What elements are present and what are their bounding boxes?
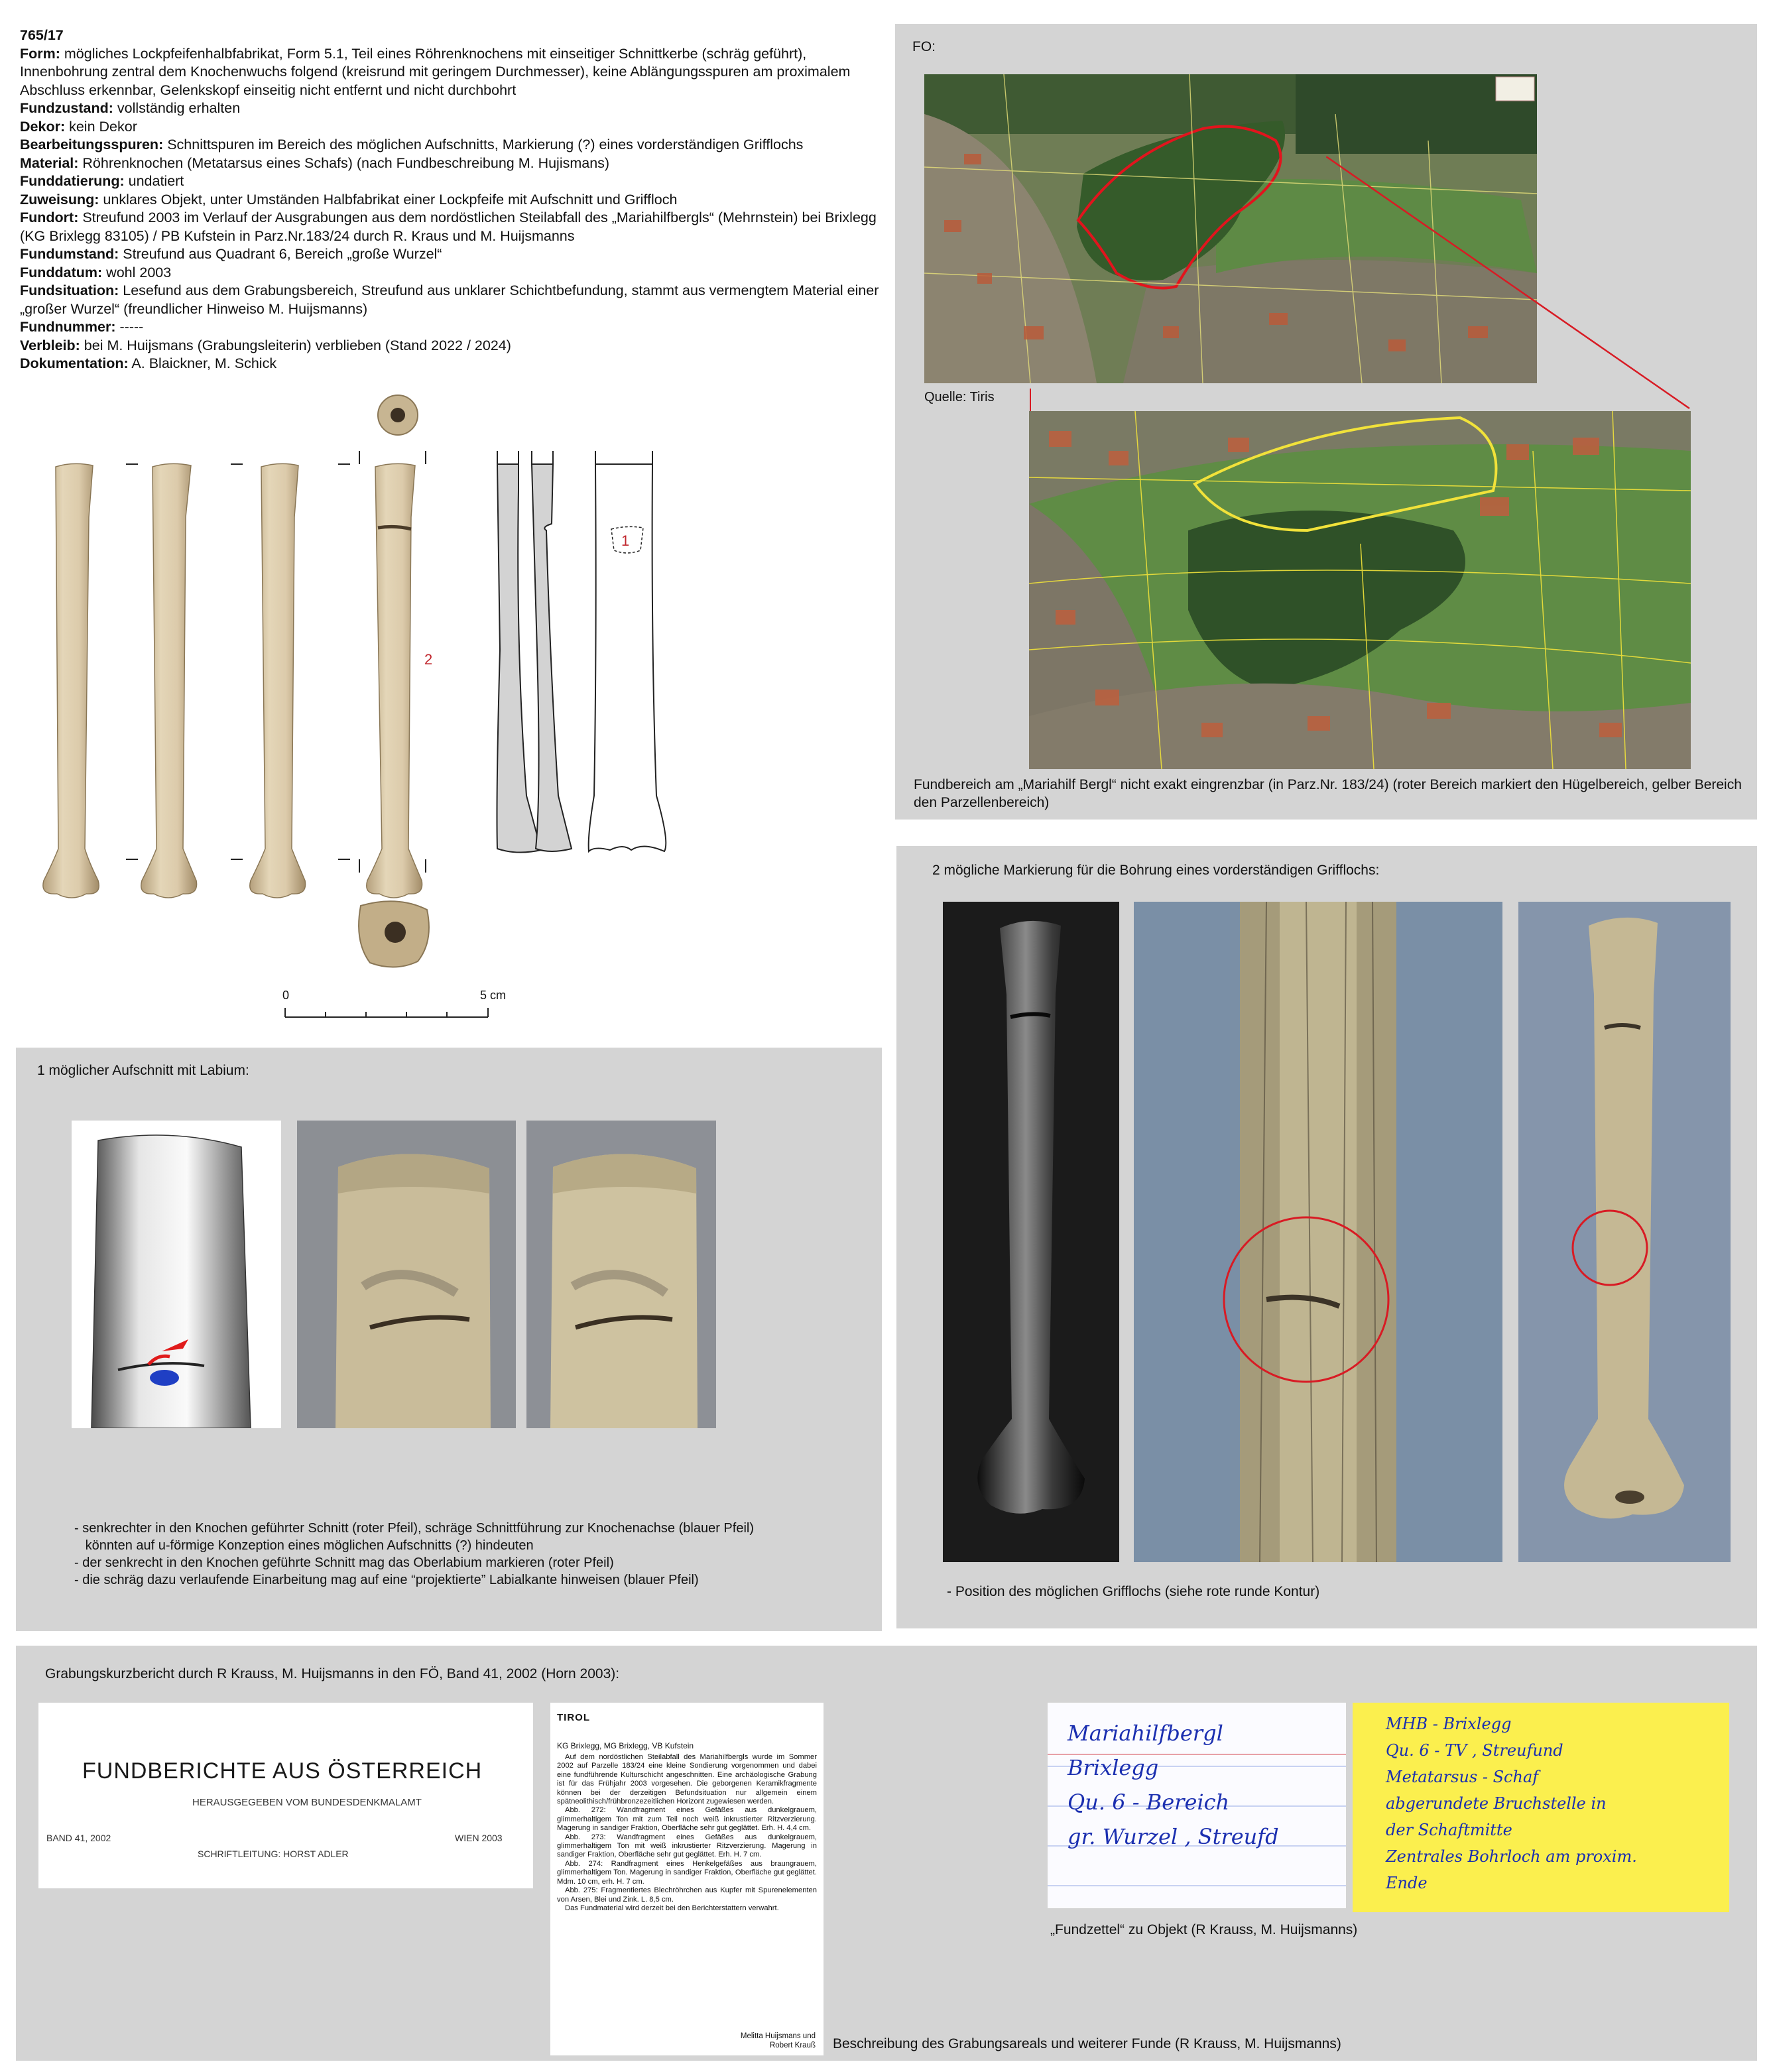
catalog-value: Röhrenknochen (Metatarsus eines Schafs) (nach Fundbeschreibung M. Hujismans): [78, 154, 610, 171]
catalog-value: Schnittspuren im Bereich des möglichen Aufschnitts, Markierung (?) eines vorderständigen Grifflochs: [163, 137, 804, 152]
catalog-value: Lesefund aus dem Grabungsbereich, Streufund aus unklarer Schichtbefundung, stammt aus vermengtem Material einer „großer Wurzel“ (freundlicher Hinweiso M. Huijsmanns): [20, 282, 879, 317]
bone-bottom-end-view: [359, 901, 429, 967]
marker-1: 1: [621, 532, 630, 549]
article-author-line: Robert Krauß: [769, 2042, 816, 2049]
zoom-connector-diagonal: [1326, 156, 1697, 412]
map-heading: FO:: [912, 39, 936, 54]
catalog-value: Streufund 2003 im Verlauf der Ausgrabungen aus dem nordöstlichen Steilabfall des „Mariahilfbergls“ (Mehrnstein) bei Brixlegg (KG Brixlegg 83105) / PB Kufstein in Parz.Nr.183/24 durch R. Kraus und M. Huijsmanns: [20, 210, 877, 244]
catalog-row: [20, 355, 882, 373]
map-caption: Fundbereich am „Mariahilf Bergl“ nicht exakt eingrenzbar (in Parz.Nr. 183/24) (roter Bereich markiert den Hügelbereich, gelber Bereich den Parzellenbereich): [914, 777, 1742, 810]
bullet-line: - der senkrecht in den Knochen geführte Schnitt mag das Oberlabium markieren (roter Pfeil): [74, 1555, 614, 1570]
catalog-value: bei M. Huijsmans (Grabungsleiterin) verblieben (Stand 2022 / 2024): [80, 337, 511, 353]
catalog-label: Fundnummer:: [20, 319, 116, 335]
catalog-label: Bearbeitungsspuren:: [20, 137, 164, 152]
cover-title: FUNDBERICHTE AUS ÖSTERREICH: [82, 1758, 483, 1784]
catalog-value: kein Dekor: [65, 118, 137, 135]
photo-labium-annotated: [72, 1121, 281, 1428]
marker-2: 2: [424, 651, 433, 668]
note-line: gr. Wurzel , Streufd: [1068, 1824, 1279, 1849]
report-heading: Grabungskurzbericht durch R Krauss, M. Huijsmanns in den FÖ, Band 41, 2002 (Horn 2003):: [45, 1666, 620, 1681]
catalog-label: Zuweisung:: [20, 191, 99, 208]
bullet-line: - senkrechter in den Knochen geführter Schnitt (roter Pfeil), schräge Schnittführung zur Knochenachse (blauer Pfeil): [74, 1521, 754, 1536]
note-white-text: [1068, 1716, 1279, 1854]
catalog-row: [20, 282, 882, 318]
article-paragraph: Auf dem nordöstlichen Steilabfall des Mariahilfbergls wurde im Sommer 2002 auf Parzelle 183/24 eine kleine Sondierung vorgenommen und dabei eine fundführende Kulturschicht angeschnitten. Eine archäologische Grabung ist für das Frühjahr 2003 vorgesehen. Die geborgenen Keramikfragmente können bei der derzeitigen Befundsituation nur allgemein einem spätneolithisch/frühbronzezeitlichen Horizont zugewiesen werden.: [557, 1753, 817, 1806]
catalog-label: Verbleib:: [20, 337, 80, 353]
griffloch-heading: 2 mögliche Markierung für die Bohrung eines vorderständigen Grifflochs:: [932, 863, 1380, 878]
aufschnitt-heading: 1 möglicher Aufschnitt mit Labium:: [37, 1063, 249, 1078]
catalog-value: undatiert: [124, 173, 184, 189]
cover-subtitle: HERAUSGEGEBEN VOM BUNDESDENKMALAMT: [192, 1797, 422, 1808]
article-paragraph: Das Fundmaterial wird derzeit bei den Berichterstattern verwahrt.: [565, 1904, 779, 1912]
photo-griffloch-dark: [943, 902, 1119, 1562]
note-line: Brixlegg: [1068, 1755, 1159, 1780]
note-line: Zentrales Bohrloch am proxim.: [1386, 1847, 1637, 1866]
article-page: [550, 1703, 823, 2055]
article-paragraph: Abb. 275: Fragmentiertes Blechröhrchen aus Kupfer mit Spurenelementen von Arsen, Blei und Zink. L. 8,5 cm.: [557, 1886, 817, 1904]
catalog-label: Fundumstand:: [20, 246, 119, 262]
photo-griffloch-overview: [1518, 902, 1731, 1562]
article-kg: KG Brixlegg, MG Brixlegg, VB Kufstein: [557, 1741, 694, 1750]
photo-labium-detail-2: [526, 1121, 716, 1428]
map-source: Quelle: Tiris: [924, 390, 995, 404]
catalog-row: [20, 118, 882, 137]
note-line: Mariahilfbergl: [1068, 1721, 1223, 1746]
catalog-label: Funddatum:: [20, 264, 103, 280]
catalog-value: -----: [115, 319, 144, 335]
note-line: Metatarsus - Schaf: [1386, 1768, 1539, 1786]
bone-photo-3: [250, 463, 306, 898]
article-paragraph: Abb. 274: Randfragment eines Henkelgefäßes aus braungrauem, glimmerhaltigem Ton. Magerung in sandiger Fraktion, Oberfläche gut geglättet. Mdm. 10 cm, erh. H. 7 cm.: [557, 1859, 817, 1886]
cover-place: WIEN 2003: [455, 1833, 503, 1843]
catalog-value: Streufund aus Quadrant 6, Bereich „große Wurzel“: [119, 246, 442, 262]
photo-griffloch-closeup: [1134, 902, 1502, 1562]
cover-band: BAND 41, 2002: [46, 1833, 111, 1843]
catalog-row: [20, 99, 882, 118]
catalog-entry: [20, 27, 882, 373]
article-region: TIROL: [557, 1712, 590, 1723]
catalog-value: unklares Objekt, unter Umständen Halbfabrikat einer Lockpfeife mit Aufschnitt und Griffloch: [99, 191, 678, 208]
bone-views: [20, 385, 471, 1048]
catalog-value: wohl 2003: [102, 264, 172, 280]
catalog-row: [20, 264, 882, 282]
article-caption: Beschreibung des Grabungsareals und weiterer Funde (R Krauss, M. Huijsmanns): [833, 2036, 1341, 2051]
section-drawings: [477, 451, 676, 862]
catalog-row: [20, 154, 882, 173]
note-line: Ende: [1386, 1874, 1428, 1892]
catalog-label: Fundsituation:: [20, 282, 119, 298]
bone-photo-1: [43, 463, 99, 898]
catalog-row: [20, 136, 882, 154]
catalog-label: Funddatierung:: [20, 173, 125, 189]
catalog-label: Dekor:: [20, 118, 66, 135]
aerial-map-detail: [1029, 411, 1691, 769]
catalog-rows: [20, 45, 882, 373]
catalog-value: A. Blaickner, M. Schick: [128, 355, 277, 371]
fundzettel-yellow-note: [1353, 1703, 1729, 1912]
griffloch-caption: - Position des möglichen Grifflochs (siehe rote runde Kontur): [947, 1584, 1320, 1599]
catalog-row: [20, 172, 882, 191]
article-paragraph: Abb. 273: Wandfragment eines Gefäßes aus dunkelgrauem, glimmerhaltigem Ton mit weiß inkrustierter Ritzverzierung. Magerung in sandiger Fraktion, Oberfläche sehr gut geglättet. Erh. H. 7 cm.: [557, 1833, 817, 1859]
catalog-row: [20, 209, 882, 245]
note-line: der Schaftmitte: [1386, 1821, 1512, 1839]
bone-top-end-view: [378, 395, 418, 435]
note-line: MHB - Brixlegg: [1386, 1715, 1512, 1733]
catalog-label: Dokumentation:: [20, 355, 129, 371]
scale-end: 5 cm: [480, 989, 507, 1002]
scale-bar: [284, 1005, 491, 1021]
catalog-label: Form:: [20, 45, 60, 62]
bone-photo-2: [141, 463, 197, 898]
note-line: Qu. 6 - TV , Streufund: [1386, 1741, 1563, 1760]
catalog-label: Material:: [20, 154, 79, 171]
scale-start: 0: [282, 989, 290, 1002]
article-body: [557, 1753, 817, 1913]
bullet-line: - die schräg dazu verlaufende Einarbeitung mag auf eine “projektierte” Labialkante hinweisen (blauer Pfeil): [74, 1573, 699, 1587]
aufschnitt-bullets: [74, 1520, 870, 1589]
catalog-label: Fundort:: [20, 210, 79, 225]
catalog-value: mögliches Lockpfeifenhalbfabrikat, Form 5.1, Teil eines Röhrenknochens mit einseitiger Schnittkerbe (schräg geführt), Innenbohrung zentral dem Knochenwuchs folgend (kreisrund mit geringem Durchmesser), keine Ablängungsspuren am proximalem Abschluss erkennbar, Gelenkskopf einseitig nicht entfernt und nicht durchbohrt: [20, 45, 851, 98]
catalog-row: [20, 191, 882, 210]
cover-editor: SCHRIFTLEITUNG: HORST ADLER: [198, 1849, 349, 1859]
note-line: Qu. 6 - Bereich: [1068, 1790, 1230, 1815]
catalog-label: Fundzustand:: [20, 100, 113, 116]
photo-labium-detail-1: [297, 1121, 516, 1428]
article-author-line: Melitta Huijsmans und: [740, 2032, 816, 2040]
note-line: abgerundete Bruchstelle in: [1386, 1794, 1607, 1813]
bullet-line: könnten auf u-förmige Konzeption eines möglichen Aufschnitts (?) hindeuten: [74, 1538, 534, 1553]
article-paragraph: Abb. 272: Wandfragment eines Gefäßes aus dunkelgrauem, glimmerhaltigem Ton mit zum Teil noch weiß inkrustierter Ritzverzierung. Magerung in sandiger Fraktion, Oberfläche sehr gut geglättet. Erh. H. 4,4 cm.: [557, 1806, 817, 1833]
catalog-row: [20, 245, 882, 264]
object-number: 765/17: [20, 27, 64, 43]
catalog-row: [20, 45, 882, 100]
journal-cover: [38, 1703, 533, 1888]
catalog-row: [20, 318, 882, 337]
catalog-row: [20, 337, 882, 355]
note-yellow-text: [1386, 1711, 1637, 1896]
bone-photo-4: [367, 463, 422, 898]
fundzettel-white-note: [1048, 1703, 1346, 1908]
fundzettel-caption: „Fundzettel“ zu Objekt (R Krauss, M. Huijsmanns): [1050, 1922, 1358, 1937]
article-authors: [741, 2032, 816, 2050]
catalog-value: vollständig erhalten: [113, 100, 241, 116]
